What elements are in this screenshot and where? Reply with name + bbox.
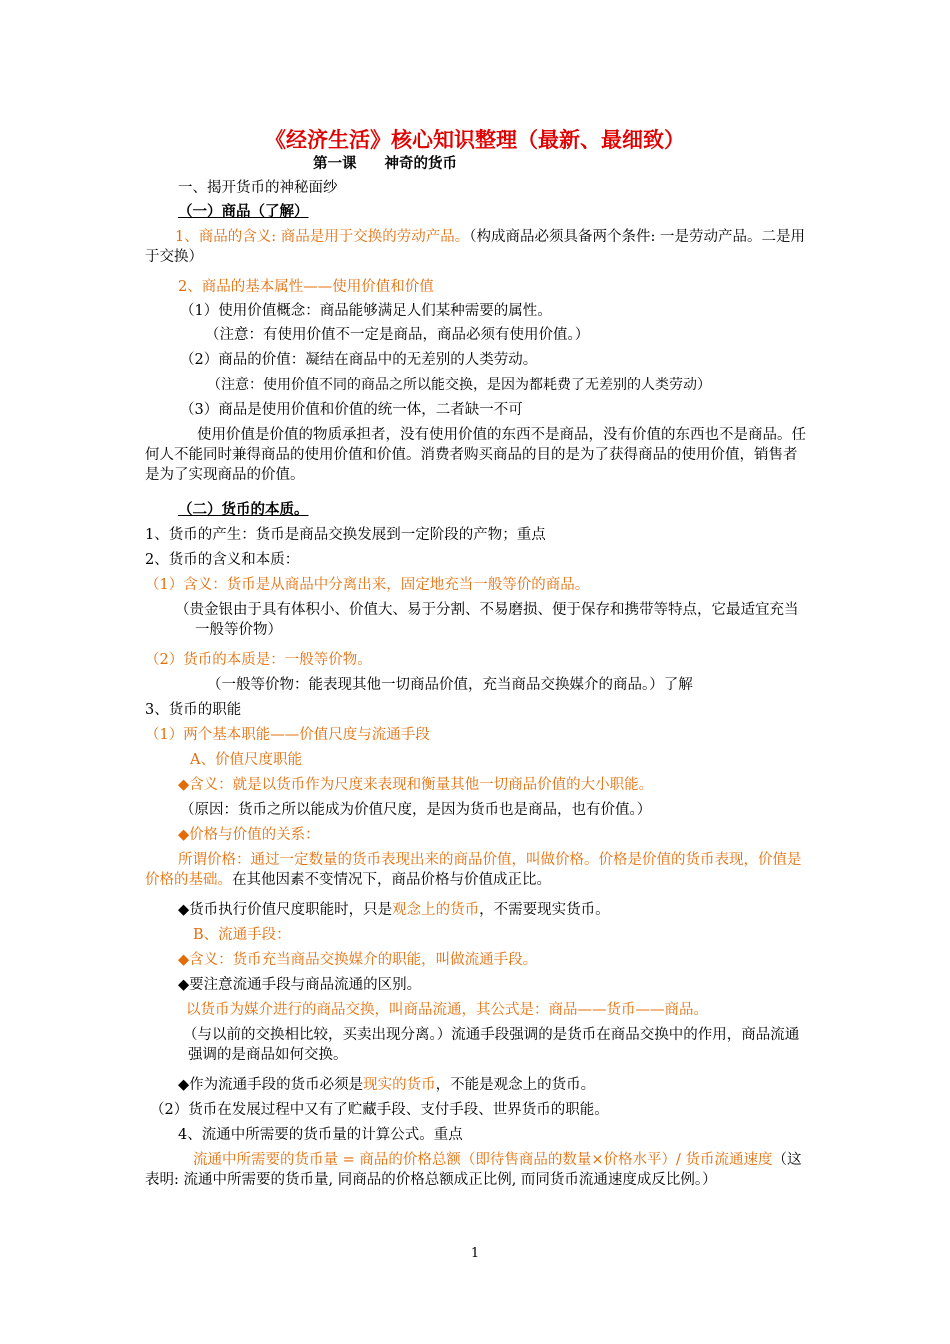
point-value-measure-meaning: ◆含义：就是以货币作为尺度来表现和衡量其他一切商品价值的大小职能。: [178, 777, 654, 793]
note-use-value: （注意：有使用价值不一定是商品，商品必须有使用价值。）: [205, 327, 590, 343]
paragraph-money-formula: 流通中所需要的货币量 = 商品的价格总额（即待售商品的数量×价格水平）/ 货币流通速度（这表明: 流通中所需要的货币量, 同商品的价格总额成正比例, 而同货币流通速度成反比例。）: [145, 1152, 802, 1188]
point-commodity-circulation-formula: 以货币为媒介进行的商品交换，叫商品流通，其公式是：商品——货币——商品。: [186, 1002, 708, 1018]
subsection-heading-commodity: （一）商品（了解）: [178, 204, 309, 220]
point-circulation-distinction: ◆要注意流通手段与商品流通的区别。: [178, 977, 422, 993]
paragraph-price-definition: 所谓价格：通过一定数量的货币表现出来的商品价值，叫做价格。价格是价值的货币表现，价值是价格的基础。在其他因素不变情况下，商品价格与价值成正比。: [145, 852, 802, 888]
point-unity: （3）商品是使用价值和价值的统一体，二者缺一不可: [180, 402, 523, 418]
point-use-value: （1）使用价值概念：商品能够满足人们某种需要的属性。: [180, 303, 552, 319]
point-real-currency: ◆作为流通手段的货币必须是现实的货币，不能是观念上的货币。: [178, 1077, 596, 1093]
point-currency-definition: （1）含义：货币是从商品中分离出来，固定地充当一般等价的商品。: [145, 577, 590, 593]
lesson-number: 第一课: [313, 156, 357, 172]
point-value-measure: A、价值尺度职能: [190, 752, 302, 768]
note-precious-metals: （贵金银由于具有体积小、价值大、易于分割、不易磨损、便于保存和携带等特点，它最适宜充当一般等价物）: [175, 602, 799, 638]
point-circulation-meaning: ◆含义：货币充当商品交换媒介的职能，叫做流通手段。: [178, 952, 538, 968]
point-price-value-relation: ◆价格与价值的关系：: [178, 827, 320, 843]
point-currency-origin: 1、货币的产生：货币是商品交换发展到一定阶段的产物；重点: [145, 527, 546, 543]
note-circulation-comparison: （与以前的交换相比较，买卖出现分离。）流通手段强调的是货币在商品交换中的作用，商品流通强调的是商品如何交换。: [183, 1027, 800, 1063]
note-value-measure-reason: （原因：货币之所以能成为价值尺度，是因为货币也是商品，也有价值。）: [180, 802, 652, 818]
point-commodity-attributes: 2、商品的基本属性——使用价值和价值: [178, 279, 434, 295]
lesson-heading: [313, 152, 457, 173]
point-other-functions: （2）货币在发展过程中又有了贮藏手段、支付手段、世界货币的职能。: [150, 1102, 609, 1118]
page-number: 1: [470, 1246, 480, 1261]
subsection-heading-currency: （二）货币的本质。: [178, 502, 309, 518]
paragraph-use-value-explanation: 使用价值是价值的物质承担者，没有使用价值的东西不是商品，没有价值的东西也不是商品。任何人不能同时兼得商品的使用价值和价值。消费者购买商品的目的是为了获得商品的使用价值，销售者是为了实现商品的价值。: [145, 427, 806, 483]
point-ideal-currency: ◆货币执行价值尺度职能时，只是观念上的货币，不需要现实货币。: [178, 902, 610, 918]
document-title: 《经济生活》核心知识整理（最新、最细致）: [265, 128, 685, 152]
point-basic-functions: （1）两个基本职能——价值尺度与流通手段: [145, 727, 430, 743]
paragraph-commodity-definition: 1、商品的含义: 商品是用于交换的劳动产品。（构成商品必须具备两个条件: 一是劳动产品。二是用于交换）: [145, 229, 805, 265]
lesson-name: 神奇的货币: [384, 156, 457, 172]
note-value: （注意：使用价值不同的商品之所以能交换，是因为都耗费了无差别的人类劳动）: [207, 377, 711, 393]
point-currency-meaning: 2、货币的含义和本质：: [145, 552, 300, 568]
point-value: （2）商品的价值：凝结在商品中的无差别的人类劳动。: [180, 352, 538, 368]
point-money-quantity-formula: 4、流通中所需要的货币量的计算公式。重点: [178, 1127, 463, 1143]
point-circulation-means: B、流通手段：: [193, 927, 291, 943]
point-currency-essence: （2）货币的本质是：一般等价物。: [145, 652, 372, 668]
section-heading: 一、揭开货币的神秘面纱: [178, 180, 338, 196]
point-currency-functions: 3、货币的职能: [145, 702, 242, 718]
note-general-equivalent: （一般等价物：能表现其他一切商品价值，充当商品交换媒介的商品。）了解: [207, 677, 693, 693]
